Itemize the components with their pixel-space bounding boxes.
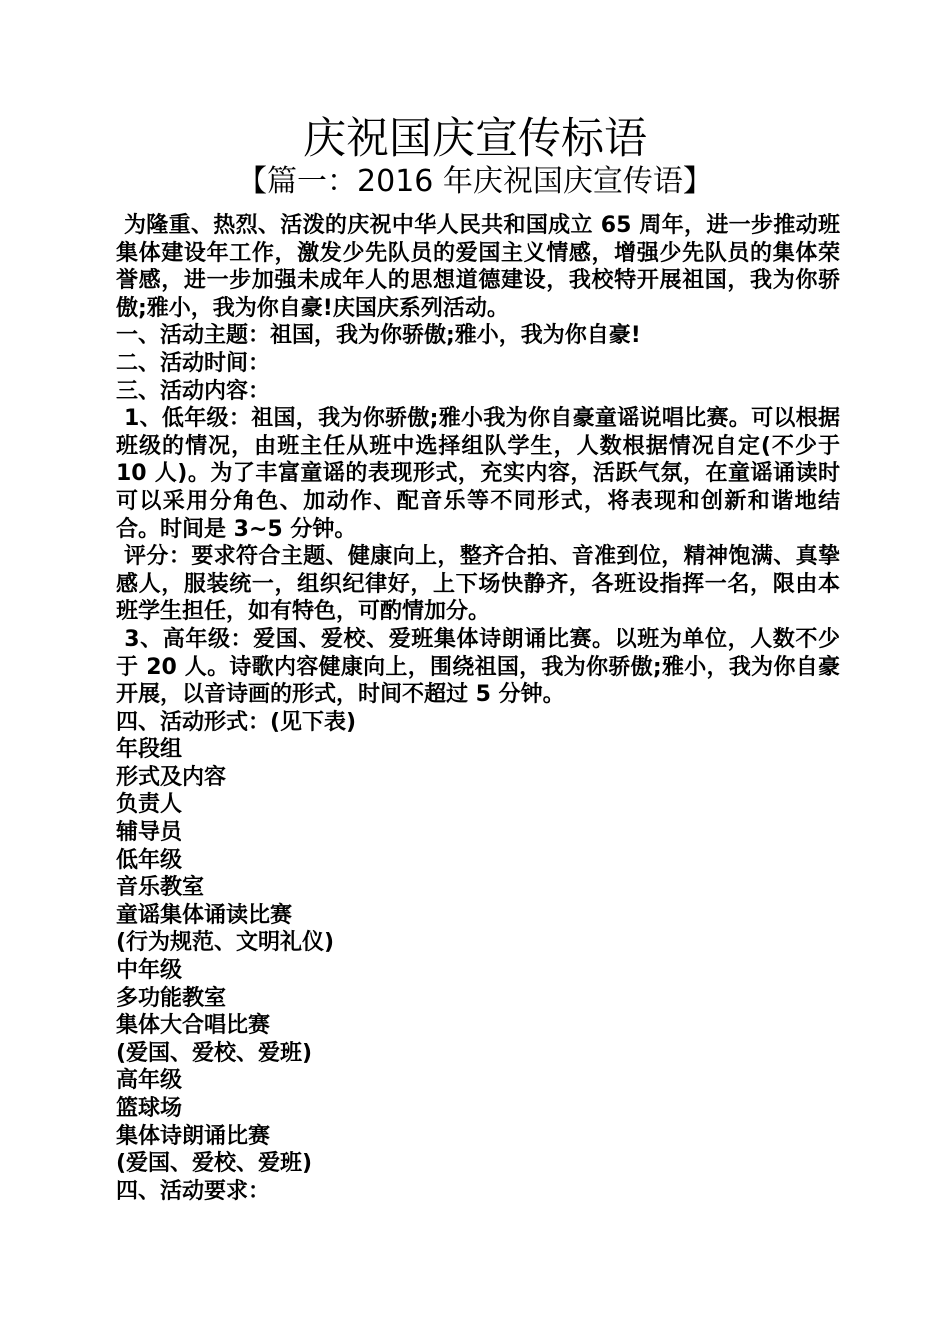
document-paragraph: (爱国、爱校、爱班) <box>116 1040 313 1066</box>
document-paragraph: (爱国、爱校、爱班) <box>116 1151 313 1177</box>
document-paragraph: 一、活动主题：祖国，我为你骄傲;雅小，我为你自豪! <box>116 323 641 349</box>
document-paragraph: 四、活动要求： <box>116 1178 271 1204</box>
document-paragraph: 负责人 <box>116 792 183 818</box>
document-paragraph: 形式及内容 <box>116 764 227 790</box>
document-paragraph: 为隆重、热烈、活泼的庆祝中华人民共和国成立 65 周年，进一步推动班集体建设年工作，激发少先队员的爱国主义情感，增强少先队员的集体荣誉感，进一步加强未成年人的思想道德建设，我校特开展祖国，我为你骄傲;雅小，我为你自豪!庆国庆系列活动。 <box>116 213 840 321</box>
document-title: 庆祝国庆宣传标语 <box>303 114 647 164</box>
document-subtitle: 【篇一：2016 年庆祝国庆宣传语】 <box>237 164 713 199</box>
document-paragraph: 三、活动内容： <box>116 378 271 404</box>
document-paragraph: 音乐教室 <box>116 875 205 901</box>
document-body <box>116 212 848 1205</box>
document-paragraph: 1、低年级：祖国，我为你骄傲;雅小我为你自豪童谣说唱比赛。可以根据班级的情况，由班主任从班中选择组队学生，人数根据情况自定(不少于 10 人)。为了丰富童谣的表现形式，充实内容，活跃气氛，在童谣诵读时可以采用分角色、加动作、配音乐等不同形式，将表现和创新和谐地结合。时间是 3~5 分钟。 <box>116 406 848 542</box>
document-paragraph: 3、高年级：爱国、爱校、爱班集体诗朗诵比赛。以班为单位，人数不少于 20 人。诗歌内容健康向上，围绕祖国，我为你骄傲;雅小，我为你自豪开展，以音诗画的形式，时间不超过 5 分钟。 <box>116 626 840 708</box>
document-paragraph: 多功能教室 <box>116 985 227 1011</box>
document-paragraph: 年段组 <box>116 737 183 763</box>
document-paragraph: 四、活动形式：(见下表) <box>116 709 357 735</box>
document-paragraph: 童谣集体诵读比赛 <box>116 902 293 928</box>
document-paragraph: (行为规范、文明礼仪) <box>116 930 335 956</box>
document-paragraph: 篮球场 <box>116 1096 183 1121</box>
document-paragraph: 低年级 <box>116 847 183 873</box>
document-paragraph: 集体大合唱比赛 <box>116 1013 271 1039</box>
document-paragraph: 中年级 <box>116 958 183 984</box>
document-paragraph: 集体诗朗诵比赛 <box>116 1123 271 1149</box>
document-paragraph: 高年级 <box>116 1068 183 1094</box>
document-paragraph: 评分：要求符合主题、健康向上，整齐合拍、音准到位，精神饱满、真挚感人，服装统一，组织纪律好，上下场快静齐，各班设指挥一名，限由本班学生担任，如有特色，可酌情加分。 <box>116 544 840 625</box>
document-paragraph: 二、活动时间： <box>116 350 271 376</box>
document-paragraph: 辅导员 <box>116 820 183 846</box>
